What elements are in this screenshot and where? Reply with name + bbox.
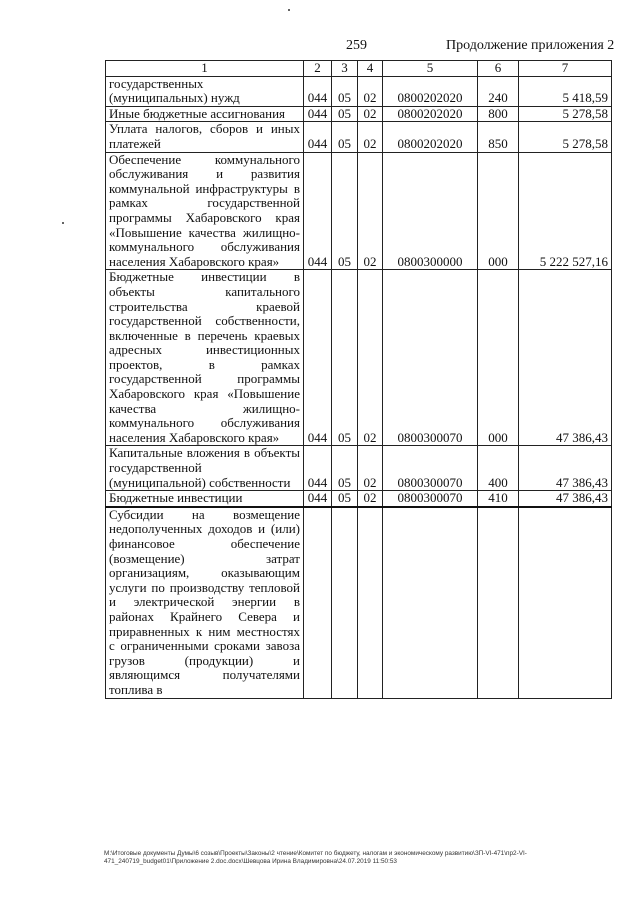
row-col5: 0800300070 — [383, 270, 478, 446]
row-amount — [519, 507, 612, 698]
row-col2: 044 — [304, 76, 332, 106]
row-col5: 0800300000 — [383, 152, 478, 270]
row-col2: 044 — [304, 122, 332, 152]
row-col6: 800 — [478, 106, 519, 122]
scan-speck — [288, 9, 290, 11]
row-name: Уплата налогов, сборов и иных платежей — [106, 122, 304, 152]
row-col5: 0800202020 — [383, 106, 478, 122]
row-col2: 044 — [304, 152, 332, 270]
row-name: государственных (муниципальных) нужд — [106, 76, 304, 106]
row-col3 — [332, 507, 358, 698]
footer-line: М:\Итоговые документы Думы\6 созыв\Проекты\Законы\2 чтение\Комитет по бюджету, налогам и экономическому развитию\ЗП-VI-471\пр2-VI- — [104, 850, 527, 857]
row-amount: 47 386,43 — [519, 491, 612, 507]
row-name: Иные бюджетные ассигнования — [106, 106, 304, 122]
row-col6 — [478, 507, 519, 698]
column-header: 6 — [478, 61, 519, 77]
file-path-footer — [104, 850, 616, 866]
row-col4: 02 — [358, 122, 383, 152]
continuation-label: Продолжение приложения 2 — [446, 38, 615, 53]
table-row — [106, 152, 612, 270]
row-col2: 044 — [304, 106, 332, 122]
row-amount: 5 278,58 — [519, 106, 612, 122]
table-row — [106, 122, 612, 152]
table-row — [106, 106, 612, 122]
row-amount: 5 418,59 — [519, 76, 612, 106]
row-col6: 000 — [478, 270, 519, 446]
row-col4: 02 — [358, 446, 383, 491]
table-row — [106, 491, 612, 507]
footer-line: 471_240719_budget01\Приложение 2.doc.docx\Шевцова Ирина Владимировна\24.07.2019 11:50:53 — [104, 858, 397, 865]
row-col6: 850 — [478, 122, 519, 152]
row-col2: 044 — [304, 270, 332, 446]
row-col5: 0800202020 — [383, 76, 478, 106]
row-name: Бюджетные инвестиции в объекты капитального строительства краевой государственной собственности, включенные в перечень краевых адресных инвестиционных проектов, в рамках государственной программы Хабаровского края «Повышение качества жилищно-коммунального обслуживания населения Хабаровского края» — [106, 270, 304, 446]
row-col2: 044 — [304, 446, 332, 491]
row-col5 — [383, 507, 478, 698]
row-col2: 044 — [304, 491, 332, 507]
row-col5: 0800300070 — [383, 446, 478, 491]
row-amount: 5 222 527,16 — [519, 152, 612, 270]
row-amount: 5 278,58 — [519, 122, 612, 152]
row-name: Субсидии на возмещение недополученных доходов и (или) финансовое обеспечение (возмещение) затрат организациям, оказывающим услуги по производству тепловой и электрической энергии в районах Крайнего Севера и приравненных к ним местностях с ограниченными сроками завоза грузов (продукции) и являющимся получателями топлива в — [106, 507, 304, 698]
row-col6: 400 — [478, 446, 519, 491]
table-row — [106, 446, 612, 491]
row-name: Обеспечение коммунального обслуживания и развития коммунальной инфраструктуры в рамках государственной программы Хабаровского края «Повышение качества жилищно-коммунального обслуживания населения Хабаровского края» — [106, 152, 304, 270]
column-header: 7 — [519, 61, 612, 77]
column-header: 1 — [106, 61, 304, 77]
column-header: 3 — [332, 61, 358, 77]
table-row — [106, 76, 612, 106]
row-col3: 05 — [332, 446, 358, 491]
row-col5: 0800300070 — [383, 491, 478, 507]
row-amount: 47 386,43 — [519, 270, 612, 446]
column-header: 2 — [304, 61, 332, 77]
row-name: Капитальные вложения в объекты государственной (муниципальной) собственности — [106, 446, 304, 491]
column-header: 4 — [358, 61, 383, 77]
row-col4: 02 — [358, 106, 383, 122]
row-col3: 05 — [332, 270, 358, 446]
page-number: 259 — [346, 38, 367, 53]
scan-speck — [62, 222, 64, 224]
row-col3: 05 — [332, 76, 358, 106]
row-col5: 0800202020 — [383, 122, 478, 152]
row-col2 — [304, 507, 332, 698]
row-col3: 05 — [332, 106, 358, 122]
column-header: 5 — [383, 61, 478, 77]
row-col3: 05 — [332, 122, 358, 152]
row-col4 — [358, 507, 383, 698]
table-row — [106, 270, 612, 446]
row-col6: 240 — [478, 76, 519, 106]
row-col4: 02 — [358, 491, 383, 507]
row-col3: 05 — [332, 491, 358, 507]
row-name: Бюджетные инвестиции — [106, 491, 304, 507]
row-col4: 02 — [358, 76, 383, 106]
row-col4: 02 — [358, 152, 383, 270]
row-amount: 47 386,43 — [519, 446, 612, 491]
row-col6: 410 — [478, 491, 519, 507]
table-row — [106, 507, 612, 698]
row-col4: 02 — [358, 270, 383, 446]
budget-table — [105, 60, 612, 699]
row-col6: 000 — [478, 152, 519, 270]
table-header-row — [106, 61, 612, 77]
row-col3: 05 — [332, 152, 358, 270]
